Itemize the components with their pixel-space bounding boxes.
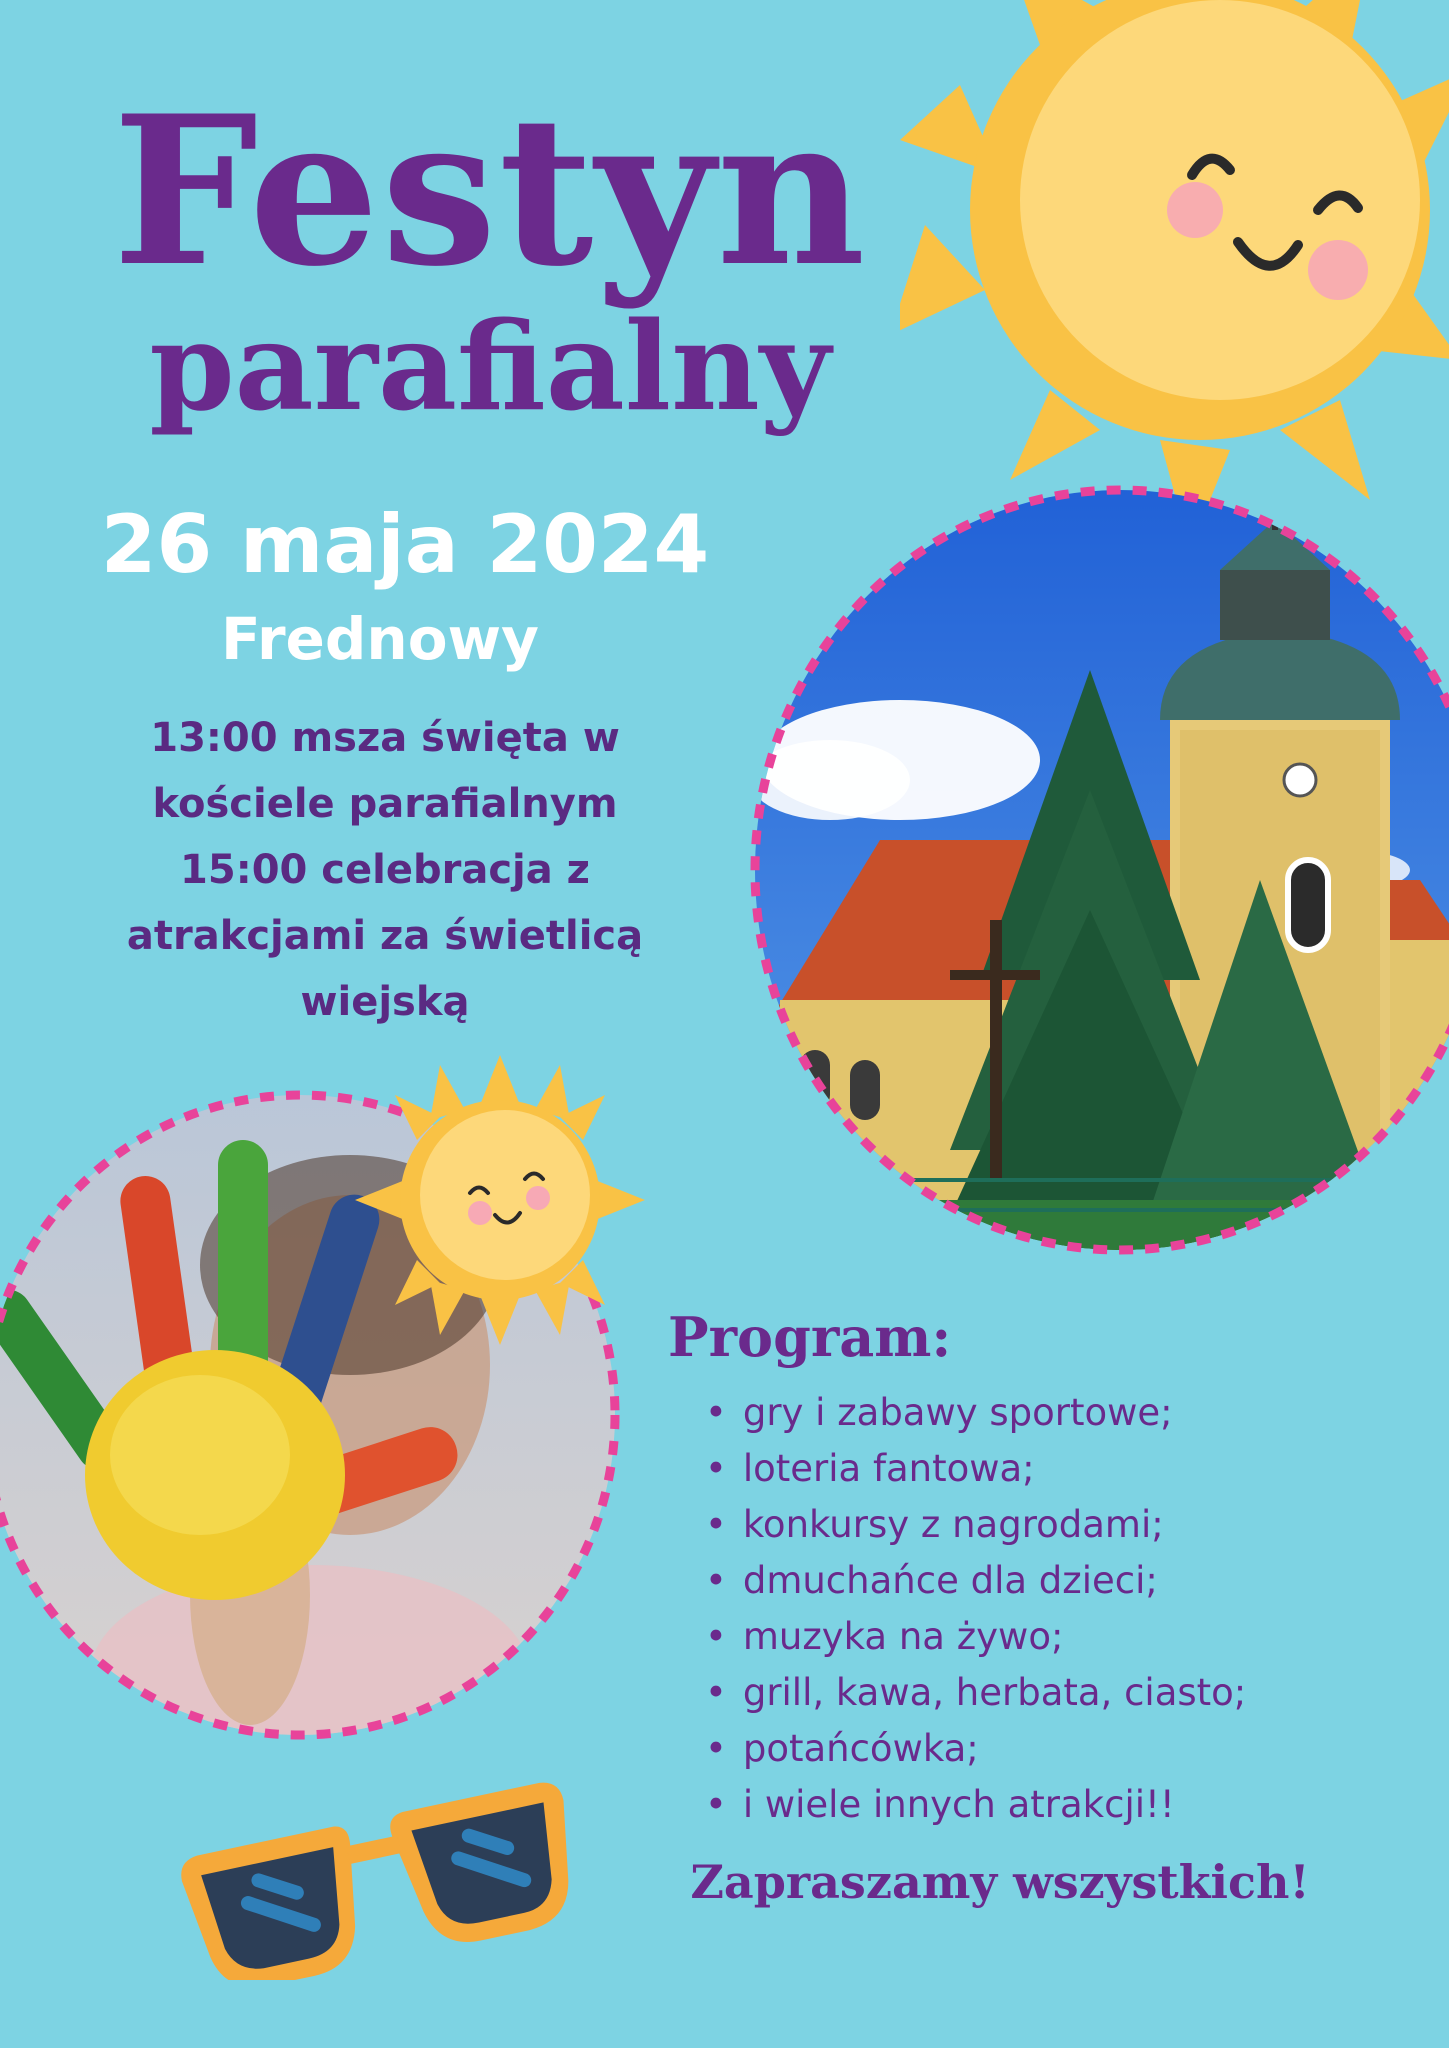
schedule-line: 15:00 celebracja z [180,847,590,893]
program-list [705,1385,1246,1833]
program-item: • potańcówka; [705,1721,1246,1777]
poster-subtitle: parafialny [149,294,831,438]
schedule-line: wiejską [300,979,470,1025]
event-date: 26 maja 2024 [100,498,710,591]
program-item: • i wiele innych atrakcji!! [705,1777,1246,1833]
program-item: • muzyka na żywo; [705,1609,1246,1665]
event-place: Frednowy [221,605,539,673]
church-photo [700,460,1449,1300]
sun-small-icon [355,1055,645,1345]
schedule-line: kościele parafialnym [152,781,618,827]
program-item: • konkursy z nagrodami; [705,1497,1246,1553]
program-item: • grill, kawa, herbata, ciasto; [705,1665,1246,1721]
schedule-line: 13:00 msza święta w [150,715,620,761]
program-item: • gry i zabawy sportowe; [705,1385,1246,1441]
sunglasses-icon [175,1770,585,1980]
event-schedule [95,705,675,1035]
schedule-line: atrakcjami za świetlicą [126,913,644,959]
poster-title: Festyn [112,72,868,312]
program-item: • loteria fantowa; [705,1441,1246,1497]
invitation-text: Zapraszamy wszystkich! [690,1855,1310,1909]
program-heading: Program: [668,1305,952,1369]
program-item: • dmuchańce dla dzieci; [705,1553,1246,1609]
